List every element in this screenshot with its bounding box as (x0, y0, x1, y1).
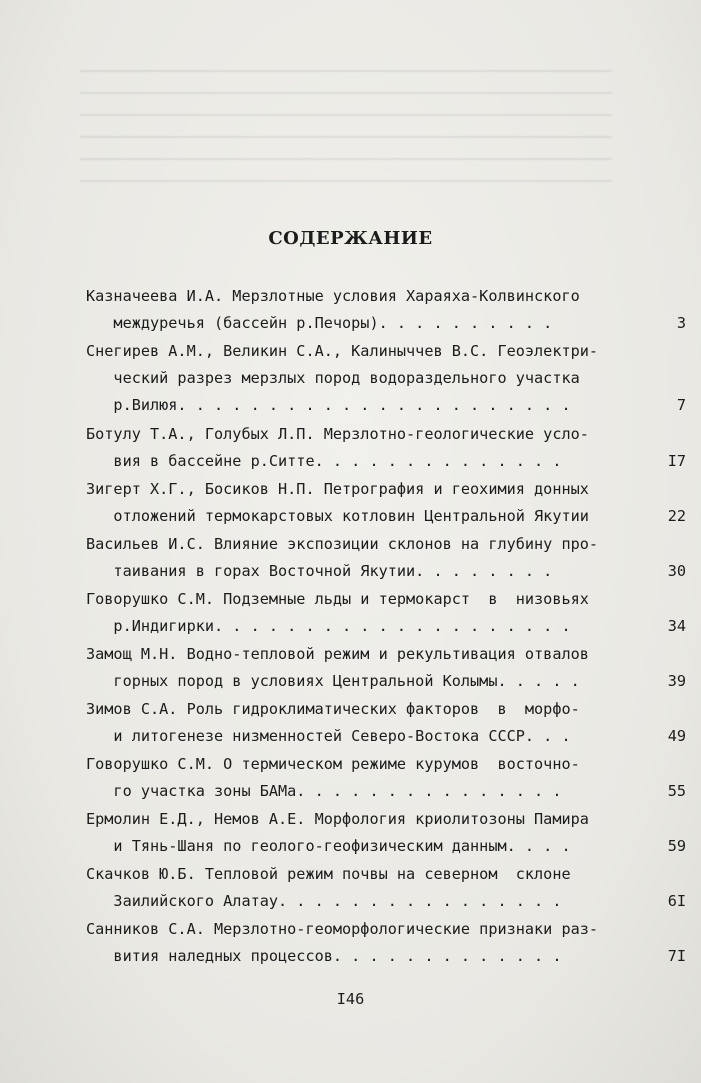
toc-entry-line: Заилийского Алатау. . . . . . . . . . . . . . . . (86, 892, 562, 910)
toc-entry (86, 862, 686, 917)
toc-entry-line: отложений термокарстовых котловин Центральной Якутии (86, 507, 589, 525)
toc-entry (86, 587, 686, 642)
toc-entry-page: 6I (667, 892, 686, 910)
toc-entry-line: ческий разрез мерзлых пород водораздельного участка (86, 369, 580, 387)
toc-entry-page: 55 (667, 782, 686, 800)
toc-entry-line: вития наледных процессов. . . . . . . . . . . . . (86, 947, 562, 965)
toc-entry-line: Ермолин Е.Д., Немов А.Е. Морфология криолитозоны Памира (86, 810, 589, 828)
toc-entry-line: Зигерт Х.Г., Босиков Н.П. Петрография и геохимия донных (86, 480, 589, 498)
toc-entry-page: I7 (667, 452, 686, 470)
page-number: I46 (336, 990, 365, 1008)
toc-entry-line: Васильев И.С. Влияние экспозиции склонов на глубину про- (86, 535, 599, 553)
toc-entry-line: и литогенезе низменностей Северо-Востока СССР. . . (86, 727, 571, 745)
toc-entry-page: 7 (676, 396, 686, 414)
toc-entry-line: Санников С.А. Мерзлотно-геоморфологические признаки раз- (86, 920, 599, 938)
page-title: СОДЕРЖАНИЕ (268, 228, 433, 249)
toc-entry-page: 34 (667, 617, 686, 635)
toc-entry-page: 22 (667, 507, 686, 525)
toc-entry-page: 3 (676, 314, 686, 332)
toc-entry (86, 339, 686, 422)
toc-entry-line: междуречья (бассейн р.Печоры). . . . . . . . . . (86, 314, 553, 332)
toc-entry-line: Ботулу Т.А., Голубых Л.П. Мерзлотно-геологические усло- (86, 425, 589, 443)
toc-entry-line: р.Вилюя. . . . . . . . . . . . . . . . . . . . . . (86, 396, 571, 414)
toc-entry-line: Снегирев А.М., Великин С.А., Калиныччев В.С. Геоэлектри- (86, 342, 599, 360)
toc-entry-page: 49 (667, 727, 686, 745)
toc-entry-line: Замощ М.Н. Водно-тепловой режим и рекультивация отвалов (86, 645, 589, 663)
toc-entry (86, 917, 686, 972)
toc-entry-page: 30 (667, 562, 686, 580)
toc-entry-line: Говорушко С.М. О термическом режиме курумов восточно- (86, 755, 580, 773)
toc-entry (86, 284, 686, 339)
toc-entry-line: и Тянь-Шаня по геолого-геофизическим данным. . . . (86, 837, 571, 855)
toc-entry (86, 807, 686, 862)
toc-entry-line: горных пород в условиях Центральной Колымы. . . . . (86, 672, 580, 690)
toc-entry (86, 422, 686, 477)
toc-entry-line: Говорушко С.М. Подземные льды и термокарст в низовьях (86, 590, 589, 608)
toc-entry (86, 697, 686, 752)
toc-entry-line: р.Индигирки. . . . . . . . . . . . . . . . . . . . (86, 617, 571, 635)
show-through-text (80, 70, 640, 230)
toc-entry-page: 59 (667, 837, 686, 855)
toc-entry-line: вия в бассейне р.Ситте. . . . . . . . . . . . . . (86, 452, 562, 470)
toc-entry-page: 39 (667, 672, 686, 690)
toc-entry-line: таивания в горах Восточной Якутии. . . . . . . . (86, 562, 553, 580)
toc-entry-page: 7I (667, 947, 686, 965)
toc-entry-line: Зимов С.А. Роль гидроклиматических факторов в морфо- (86, 700, 580, 718)
toc-entry-line: го участка зоны БАМа. . . . . . . . . . . . . . . (86, 782, 562, 800)
toc-entry (86, 752, 686, 807)
table-of-contents (86, 284, 686, 972)
toc-entry (86, 532, 686, 587)
toc-entry (86, 642, 686, 697)
toc-entry (86, 477, 686, 532)
toc-entry-line: Скачков Ю.Б. Тепловой режим почвы на северном склоне (86, 865, 571, 883)
toc-entry-line: Казначеева И.А. Мерзлотные условия Хараяха-Колвинского (86, 287, 580, 305)
